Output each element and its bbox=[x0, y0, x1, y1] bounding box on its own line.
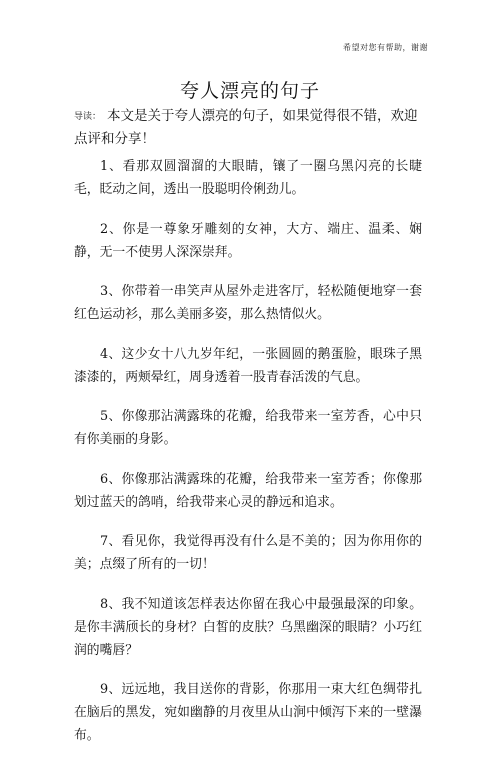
list-item: 4、这少女十八九岁年纪，一张圆圆的鹅蛋脸，眼珠子黑漆漆的，两颊晕红，周身透着一股青春活泼的气息。 bbox=[74, 346, 422, 385]
list-item: 2、你是一尊象牙雕刻的女神，大方、端庄、温柔、娴静，无一不使男人深深崇拜。 bbox=[74, 221, 422, 260]
sentence-list bbox=[74, 155, 422, 764]
intro-label: 导读： bbox=[74, 112, 102, 122]
header-note: 希望对您有帮助，谢谢 bbox=[343, 43, 428, 52]
intro-paragraph bbox=[74, 105, 420, 150]
list-item: 5、你像那沾满露珠的花瓣，给我带来一室芳香，心中只有你美丽的身影。 bbox=[74, 409, 422, 447]
list-item: 6、你像那沾满露珠的花瓣，给我带来一室芳香；你像那划过蓝天的鸽哨，给我带来心灵的静远和追求。 bbox=[74, 471, 422, 510]
list-item: 1、看那双圆溜溜的大眼睛，镶了一圈乌黑闪亮的长睫毛，眨动之间，透出一股聪明伶俐劲儿。 bbox=[74, 159, 422, 197]
list-item: 7、看见你，我觉得再没有什么是不美的；因为你用你的美；点缀了所有的一切！ bbox=[74, 534, 422, 572]
list-item: 9、远远地，我目送你的背影，你那用一束大红色绸带扎在脑后的黑发，宛如幽静的月夜里从山涧中倾泻下来的一壁瀑布。 bbox=[74, 682, 422, 743]
intro-text: 本文是关于夸人漂亮的句子，如果觉得很不错，欢迎点评和分享！ bbox=[74, 108, 418, 147]
list-item: 8、我不知道该怎样表达你留在我心中最强最深的印象。是你丰满颀长的身材？白皙的皮肤？乌黑幽深的眼睛？小巧红润的嘴唇？ bbox=[74, 596, 422, 658]
list-item: 3、你带着一串笑声从屋外走进客厅，轻松随便地穿一套红色运动衫，那么美丽多姿，那么热情似火。 bbox=[74, 284, 422, 322]
page-title: 夸人漂亮的句子 bbox=[179, 80, 320, 102]
